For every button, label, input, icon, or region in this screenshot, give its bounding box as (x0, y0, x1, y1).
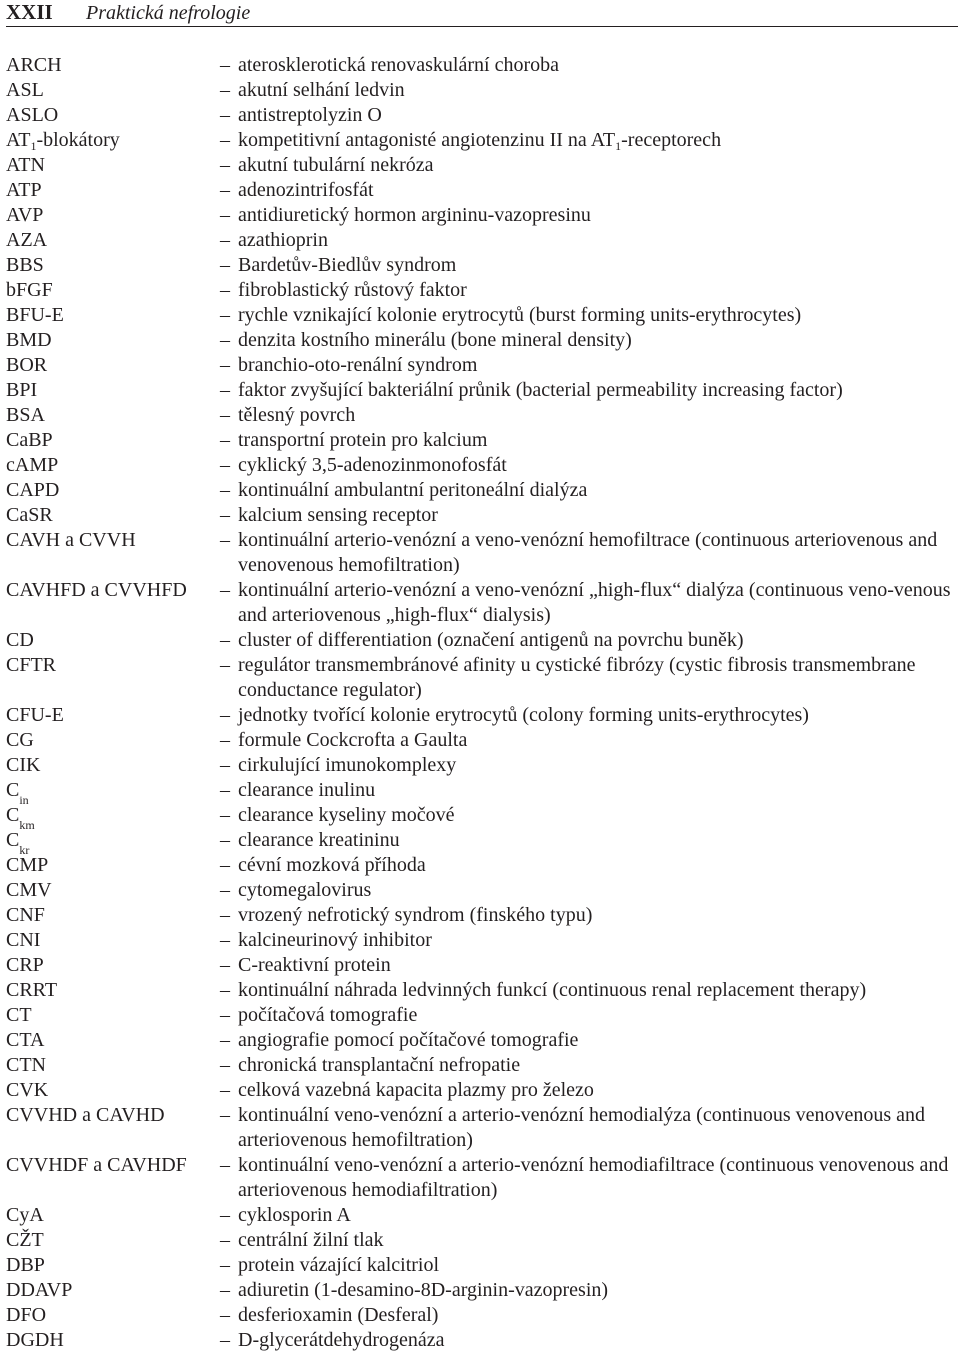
dash-separator: – (220, 179, 230, 201)
abbreviation-subscript: in (19, 793, 29, 807)
abbreviation-text: CMV (6, 879, 52, 901)
abbreviation-text: DDAVP (6, 1279, 73, 1301)
abbreviation-text: CFU-E (6, 704, 64, 726)
abbreviation-term (6, 728, 220, 753)
abbreviation-text: CyA (6, 1204, 44, 1226)
abbreviation-entry (6, 703, 960, 728)
abbreviation-list (6, 53, 960, 1353)
definition-part: C-reaktivní protein (238, 954, 391, 976)
definition-text (238, 503, 960, 528)
dash-separator: – (220, 129, 230, 151)
dash-separator: – (220, 1279, 230, 1301)
abbreviation-text: BOR (6, 354, 48, 376)
abbreviation-term (6, 353, 220, 378)
abbreviation-term (6, 428, 220, 453)
dash-separator: – (220, 804, 230, 826)
abbreviation-term (6, 253, 220, 278)
dash-separator: – (220, 354, 230, 376)
definition-text (238, 753, 960, 778)
abbreviation-text: ASL (6, 79, 44, 101)
definition-text (238, 203, 960, 228)
abbreviation-entry (6, 1253, 960, 1278)
dash-separator: – (220, 1204, 230, 1226)
definition-part: fibroblastický růstový faktor (238, 279, 467, 301)
dash-separator: – (220, 1229, 230, 1251)
abbreviation-text: CNI (6, 929, 41, 951)
dash-separator: – (220, 979, 230, 1001)
abbreviation-entry (6, 978, 960, 1003)
definition-text (238, 1203, 960, 1228)
definition-part: akutní selhání ledvin (238, 79, 405, 101)
definition-part: kalcineurinový inhibitor (238, 929, 432, 951)
abbreviation-entry (6, 828, 960, 857)
dash-separator: – (220, 1104, 230, 1126)
definition-part: D-glycerátdehydrogenáza (238, 1329, 445, 1351)
abbreviation-entry (6, 878, 960, 903)
abbreviation-text: DFO (6, 1304, 47, 1326)
definition-text (238, 1153, 960, 1203)
definition-text (238, 278, 960, 303)
abbreviation-text: C (6, 779, 20, 801)
abbreviation-term (6, 1203, 220, 1228)
definition-part: faktor zvyšující bakteriální průnik (bacterial permeability increasing factor) (238, 379, 843, 401)
definition-text (238, 1103, 960, 1153)
abbreviation-text: CNF (6, 904, 45, 926)
abbreviation-term (6, 1328, 220, 1353)
dash-separator: – (220, 79, 230, 101)
definition-text (238, 1253, 960, 1278)
abbreviation-term (6, 303, 220, 328)
definition-part: kontinuální arterio-venózní a veno-venózní „high-flux“ dialýza (continuous veno-venous and arteriovenous „high-flux“ dialysis) (238, 579, 951, 626)
abbreviation-entry (6, 328, 960, 353)
dash-separator: – (220, 754, 230, 776)
abbreviation-entry (6, 1003, 960, 1028)
definition-part: formule Cockcrofta a Gaulta (238, 729, 468, 751)
abbreviation-entry (6, 1078, 960, 1103)
abbreviation-entry (6, 578, 960, 628)
abbreviation-entry (6, 953, 960, 978)
dash-separator: – (220, 929, 230, 951)
dash-separator: – (220, 1004, 230, 1026)
abbreviation-term (6, 628, 220, 653)
definition-text (238, 1053, 960, 1078)
abbreviation-entry (6, 778, 960, 807)
dash-separator: – (220, 454, 230, 476)
abbreviation-entry (6, 1053, 960, 1078)
abbreviation-term (6, 153, 220, 178)
dash-separator: – (220, 279, 230, 301)
dash-separator: – (220, 579, 230, 601)
abbreviation-text: CAVHFD a CVVHFD (6, 579, 187, 601)
dash-separator: – (220, 1154, 230, 1176)
dash-separator: – (220, 504, 230, 526)
abbreviation-text: BPI (6, 379, 38, 401)
dash-separator: – (220, 854, 230, 876)
definition-text (238, 1228, 960, 1253)
definition-text (238, 1278, 960, 1303)
definition-text (238, 328, 960, 353)
dash-separator: – (220, 1329, 230, 1351)
book-title: Praktická nefrologie (86, 2, 251, 24)
abbreviation-term (6, 953, 220, 978)
definition-part: cyklosporin A (238, 1204, 351, 1226)
abbreviation-entry (6, 1228, 960, 1253)
abbreviation-entry (6, 628, 960, 653)
definition-part: kontinuální ambulantní peritoneální dialýza (238, 479, 588, 501)
definition-part: tělesný povrch (238, 404, 356, 426)
abbreviation-entry (6, 728, 960, 753)
definition-part: počítačová tomografie (238, 1004, 418, 1026)
abbreviation-term (6, 478, 220, 503)
definition-text (238, 978, 960, 1003)
abbreviation-term (6, 903, 220, 928)
abbreviation-term (6, 828, 220, 857)
definition-part: clearance inulinu (238, 779, 376, 801)
abbreviation-text: ASLO (6, 104, 59, 126)
dash-separator: – (220, 379, 230, 401)
abbreviation-subscript: km (19, 818, 35, 832)
dash-separator: – (220, 429, 230, 451)
abbreviation-term (6, 853, 220, 878)
abbreviation-text: CMP (6, 854, 49, 876)
definition-part: centrální žilní tlak (238, 1229, 384, 1251)
dash-separator: – (220, 629, 230, 651)
definition-text (238, 153, 960, 178)
definition-part: kalcium sensing receptor (238, 504, 438, 526)
definition-part: -receptorech (621, 129, 722, 151)
definition-part: vrozený nefrotický syndrom (finského typu) (238, 904, 593, 926)
abbreviation-text: BFU-E (6, 304, 64, 326)
definition-part: clearance kreatininu (238, 829, 400, 851)
definition-part: aterosklerotická renovaskulární choroba (238, 54, 559, 76)
definition-text (238, 53, 960, 78)
dash-separator: – (220, 729, 230, 751)
dash-separator: – (220, 204, 230, 226)
abbreviation-entry (6, 753, 960, 778)
definition-part: denzita kostního minerálu (bone mineral density) (238, 329, 632, 351)
abbreviation-text: CAVH a CVVH (6, 529, 136, 551)
definition-text (238, 953, 960, 978)
dash-separator: – (220, 1254, 230, 1276)
abbreviation-term (6, 803, 220, 832)
abbreviation-entry (6, 1153, 960, 1203)
abbreviation-entry (6, 453, 960, 478)
abbreviation-text: AZA (6, 229, 48, 251)
abbreviation-text: BBS (6, 254, 44, 276)
definition-part: cytomegalovirus (238, 879, 372, 901)
abbreviation-entry (6, 1203, 960, 1228)
abbreviation-term (6, 278, 220, 303)
abbreviation-text: cAMP (6, 454, 59, 476)
dash-separator: – (220, 879, 230, 901)
definition-part: transportní protein pro kalcium (238, 429, 488, 451)
definition-part: desferioxamin (Desferal) (238, 1304, 439, 1326)
definition-text (238, 303, 960, 328)
abbreviation-subscript: 1 (30, 139, 37, 153)
abbreviation-term (6, 703, 220, 728)
definition-part: jednotky tvořící kolonie erytrocytů (colony forming units-erythrocytes) (238, 704, 809, 726)
abbreviation-term (6, 1003, 220, 1028)
definition-part: protein vázající kalcitriol (238, 1254, 440, 1276)
definition-part: cévní mozková příhoda (238, 854, 426, 876)
abbreviation-term (6, 328, 220, 353)
abbreviation-entry (6, 1278, 960, 1303)
abbreviation-entry (6, 78, 960, 103)
abbreviation-term (6, 228, 220, 253)
definition-text (238, 728, 960, 753)
definition-part: azathioprin (238, 229, 328, 251)
definition-part: adenozintrifosfát (238, 179, 374, 201)
definition-text (238, 403, 960, 428)
abbreviation-entry (6, 428, 960, 453)
abbreviation-entry (6, 53, 960, 78)
definition-part: rychle vznikající kolonie erytrocytů (burst forming units-erythrocytes) (238, 304, 802, 326)
abbreviation-text: -blokátory (36, 129, 120, 151)
definition-text (238, 78, 960, 103)
definition-part: antistreptolyzin O (238, 104, 382, 126)
abbreviation-entry (6, 478, 960, 503)
definition-text (238, 1328, 960, 1353)
definition-text (238, 428, 960, 453)
dash-separator: – (220, 904, 230, 926)
dash-separator: – (220, 304, 230, 326)
dash-separator: – (220, 529, 230, 551)
abbreviation-text: DBP (6, 1254, 45, 1276)
abbreviation-text: CRP (6, 954, 44, 976)
abbreviation-entry (6, 853, 960, 878)
definition-part: antidiuretický hormon argininu-vazopresinu (238, 204, 591, 226)
abbreviation-term (6, 503, 220, 528)
dash-separator: – (220, 404, 230, 426)
definition-part: clearance kyseliny močové (238, 804, 455, 826)
abbreviation-text: CTN (6, 1054, 46, 1076)
abbreviation-term (6, 1053, 220, 1078)
definition-part: cyklický 3,5-adenozinmonofosfát (238, 454, 507, 476)
abbreviation-entry (6, 128, 960, 153)
abbreviation-term (6, 528, 220, 578)
abbreviation-term (6, 128, 220, 153)
dash-separator: – (220, 154, 230, 176)
definition-text (238, 928, 960, 953)
dash-separator: – (220, 704, 230, 726)
definition-text (238, 703, 960, 728)
abbreviation-text: bFGF (6, 279, 53, 301)
definition-part: angiografie pomocí počítačové tomografie (238, 1029, 579, 1051)
definition-part: adiuretin (1-desamino-8D-arginin-vazopresin) (238, 1279, 609, 1301)
abbreviation-term (6, 53, 220, 78)
abbreviation-text: CaBP (6, 429, 53, 451)
abbreviation-text: CIK (6, 754, 41, 776)
abbreviation-term (6, 1103, 220, 1153)
definition-text (238, 103, 960, 128)
abbreviation-text: CVVHD a CAVHD (6, 1104, 165, 1126)
definition-text (238, 178, 960, 203)
definition-text (238, 253, 960, 278)
abbreviation-term (6, 403, 220, 428)
definition-part: kontinuální veno-venózní a arterio-venózní hemodiafiltrace (continuous venovenous and arteriovenous hemodiafiltration) (238, 1154, 949, 1201)
definition-text (238, 478, 960, 503)
abbreviation-entry (6, 228, 960, 253)
abbreviation-entry (6, 503, 960, 528)
definition-part: akutní tubulární nekróza (238, 154, 434, 176)
definition-text (238, 1303, 960, 1328)
definition-text (238, 353, 960, 378)
abbreviation-entry (6, 203, 960, 228)
abbreviation-entry (6, 303, 960, 328)
abbreviation-term (6, 378, 220, 403)
definition-part: Bardetův-Biedlův syndrom (238, 254, 457, 276)
definition-part: kompetitivní antagonisté angiotenzinu II na AT (238, 129, 616, 151)
dash-separator: – (220, 229, 230, 251)
definition-text (238, 228, 960, 253)
abbreviation-term (6, 978, 220, 1003)
abbreviation-text: CŽT (6, 1229, 44, 1251)
abbreviation-term (6, 1028, 220, 1053)
definition-text (238, 128, 960, 153)
abbreviation-term (6, 1228, 220, 1253)
abbreviation-entry (6, 928, 960, 953)
abbreviation-entry (6, 103, 960, 128)
definition-text (238, 628, 960, 653)
abbreviation-entry (6, 353, 960, 378)
abbreviation-text: ATP (6, 179, 42, 201)
abbreviation-entry (6, 253, 960, 278)
abbreviation-text: CD (6, 629, 34, 651)
abbreviation-term (6, 753, 220, 778)
abbreviation-text: ATN (6, 154, 45, 176)
definition-text (238, 453, 960, 478)
definition-part: chronická transplantační nefropatie (238, 1054, 521, 1076)
abbreviation-entry (6, 278, 960, 303)
dash-separator: – (220, 1304, 230, 1326)
abbreviation-term (6, 1278, 220, 1303)
definition-part: cluster of differentiation (označení antigenů na povrchu buněk) (238, 629, 744, 651)
abbreviation-entry (6, 1103, 960, 1153)
dash-separator: – (220, 1054, 230, 1076)
abbreviation-entry (6, 1028, 960, 1053)
definition-subscript: 1 (615, 139, 622, 153)
dash-separator: – (220, 1079, 230, 1101)
abbreviation-term (6, 578, 220, 628)
definition-part: cirkulující imunokomplexy (238, 754, 457, 776)
abbreviation-entry (6, 1328, 960, 1353)
abbreviation-term (6, 928, 220, 953)
dash-separator: – (220, 479, 230, 501)
abbreviation-text: BSA (6, 404, 45, 426)
dash-separator: – (220, 954, 230, 976)
dash-separator: – (220, 654, 230, 676)
abbreviation-text: C (6, 829, 20, 851)
definition-text (238, 378, 960, 403)
abbreviation-text: CVVHDF a CAVHDF (6, 1154, 187, 1176)
abbreviation-text: BMD (6, 329, 52, 351)
abbreviation-text: CaSR (6, 504, 53, 526)
abbreviation-text: CFTR (6, 654, 57, 676)
definition-part: branchio-oto-renální syndrom (238, 354, 478, 376)
abbreviation-entry (6, 653, 960, 703)
dash-separator: – (220, 1029, 230, 1051)
definition-part: kontinuální veno-venózní a arterio-venózní hemodialýza (continuous venovenous and arteriovenous hemofiltration) (238, 1104, 926, 1151)
abbreviation-entry (6, 153, 960, 178)
definition-text (238, 803, 960, 828)
abbreviation-entry (6, 528, 960, 578)
abbreviation-term (6, 778, 220, 807)
page-number: XXII (6, 0, 53, 24)
dash-separator: – (220, 104, 230, 126)
dash-separator: – (220, 779, 230, 801)
abbreviation-text: ARCH (6, 54, 62, 76)
abbreviation-term (6, 203, 220, 228)
abbreviation-text: AVP (6, 204, 44, 226)
abbreviation-text: CAPD (6, 479, 60, 501)
definition-text (238, 828, 960, 853)
definition-text (238, 653, 960, 703)
abbreviation-text: DGDH (6, 1329, 64, 1351)
definition-part: celková vazebná kapacita plazmy pro železo (238, 1079, 594, 1101)
definition-text (238, 878, 960, 903)
abbreviation-text: CG (6, 729, 34, 751)
definition-part: kontinuální náhrada ledvinných funkcí (continuous renal replacement therapy) (238, 979, 867, 1001)
abbreviation-entry (6, 803, 960, 832)
definition-text (238, 578, 960, 628)
definition-text (238, 528, 960, 578)
running-header (6, 0, 958, 27)
abbreviation-entry (6, 178, 960, 203)
abbreviation-term (6, 653, 220, 703)
abbreviation-term (6, 178, 220, 203)
dash-separator: – (220, 329, 230, 351)
abbreviation-text: CVK (6, 1079, 49, 1101)
abbreviation-term (6, 1153, 220, 1203)
abbreviation-text: AT (6, 129, 31, 151)
definition-text (238, 903, 960, 928)
definition-text (238, 853, 960, 878)
abbreviation-text: CT (6, 1004, 32, 1026)
abbreviation-entry (6, 1303, 960, 1328)
abbreviation-entry (6, 403, 960, 428)
abbreviation-term (6, 878, 220, 903)
definition-text (238, 1028, 960, 1053)
abbreviation-text: C (6, 804, 20, 826)
dash-separator: – (220, 254, 230, 276)
abbreviation-term (6, 1303, 220, 1328)
definition-part: regulátor transmembránové afinity u cystické fibrózy (cystic fibrosis transmembrane conductance regulator) (238, 654, 916, 701)
definition-part: kontinuální arterio-venózní a veno-venózní hemofiltrace (continuous arteriovenous and venovenous hemofiltration) (238, 529, 938, 576)
definition-text (238, 1078, 960, 1103)
abbreviation-entry (6, 903, 960, 928)
definition-text (238, 778, 960, 803)
abbreviation-subscript: kr (19, 843, 30, 857)
definition-text (238, 1003, 960, 1028)
abbreviation-term (6, 1078, 220, 1103)
abbreviation-term (6, 1253, 220, 1278)
dash-separator: – (220, 829, 230, 851)
dash-separator: – (220, 54, 230, 76)
abbreviation-term (6, 78, 220, 103)
abbreviation-text: CTA (6, 1029, 45, 1051)
abbreviation-text: CRRT (6, 979, 58, 1001)
abbreviation-entry (6, 378, 960, 403)
abbreviation-term (6, 453, 220, 478)
abbreviation-term (6, 103, 220, 128)
